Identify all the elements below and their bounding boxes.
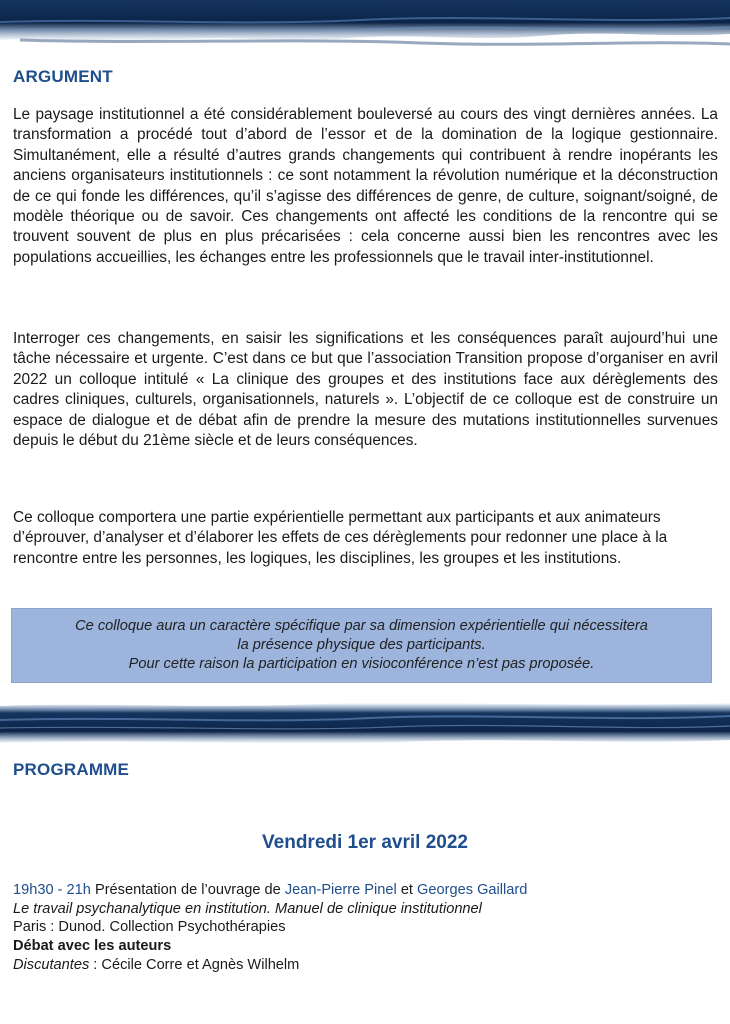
brush-stroke-graphic <box>0 0 730 48</box>
notice-line-1: Ce colloque aura un caractère spécifique par sa dimension expérientielle qui nécessitera <box>75 618 648 634</box>
session-intro-text: Présentation de l’ouvrage de <box>90 882 285 898</box>
argument-paragraph-1: Le paysage institutionnel a été considérablement bouleversé au cours des vingt dernières années. La transformation a procédé tout d’abord de l’essor et de la domination de la logique gestionnaire. Simultanément, elle a résulté d’autres grands changements qui contribuent à rendre inopérants les anciens organisateurs institutionnels : ce sont notamment la révolution numérique et la déconstruction de ce qui fonde les différences, qu’il s’agisse des différences de genre, de culture, soignant/soigné, de modèle théorique ou de savoir. Ces changements ont affecté les conditions de la rencontre qui se trouvent souvent de plus en plus précarisées : cela concerne aussi bien les rencontres avec les populations accueillies, les échanges entre les professionnels que le travail inter-institutionnel. <box>13 106 718 266</box>
author-name-2: Georges Gaillard <box>417 882 528 898</box>
discussants-label: Discutantes <box>13 957 90 973</box>
section-heading-programme: PROGRAMME <box>13 760 130 779</box>
section-heading-argument: ARGUMENT <box>13 67 113 86</box>
decorative-brush-band-top <box>0 0 730 48</box>
decorative-brush-band-middle <box>0 700 730 748</box>
author-name-1: Jean-Pierre Pinel <box>284 882 397 898</box>
session-presentation-line <box>13 881 718 900</box>
debate-label: Débat avec les auteurs <box>13 938 172 954</box>
programme-day-title: Vendredi 1er avril 2022 <box>262 832 468 853</box>
notice-line-3: Pour cette raison la participation en visioconférence n’est pas proposée. <box>128 656 595 672</box>
discussants-line <box>13 956 718 975</box>
session-time: 19h30 - 21h <box>13 882 91 898</box>
argument-paragraph-2: Interroger ces changements, en saisir les significations et les conséquences paraît aujourd’hui une tâche nécessaire et urgente. C’est dans ce but que l’association Transition propose d’organiser en avril 2022 un colloque intitulé « La clinique des groupes et des institutions face aux dérèglements des cadres cliniques, culturels, organisationnels, naturels ». L’objectif de ce colloque est de construire un espace de dialogue et de débat afin de prendre la mesure des mutations institutionnelles survenues depuis le début du 21ème siècle et de leurs conséquences. <box>13 330 718 450</box>
discussants-separator: : <box>89 957 102 973</box>
discussants-names: Cécile Corre et Agnès Wilhelm <box>101 957 300 973</box>
notice-line-2: la présence physique des participants. <box>237 637 486 653</box>
in-person-notice-box <box>11 608 712 683</box>
brush-stroke-graphic <box>0 700 730 748</box>
book-title: Le travail psychanalytique en institution. Manuel de clinique institutionnel <box>13 901 482 917</box>
author-conjunction: et <box>396 882 418 898</box>
argument-paragraph-3: Ce colloque comportera une partie expérientielle permettant aux participants et aux animateurs d’éprouver, d’analyser et d’élaborer les effets de ces dérèglements pour redonner une place à la rencontre entre les personnes, les logiques, les disciplines, les groupes et les institutions. <box>13 509 668 567</box>
book-publisher: Paris : Dunod. Collection Psychothérapies <box>13 919 286 935</box>
